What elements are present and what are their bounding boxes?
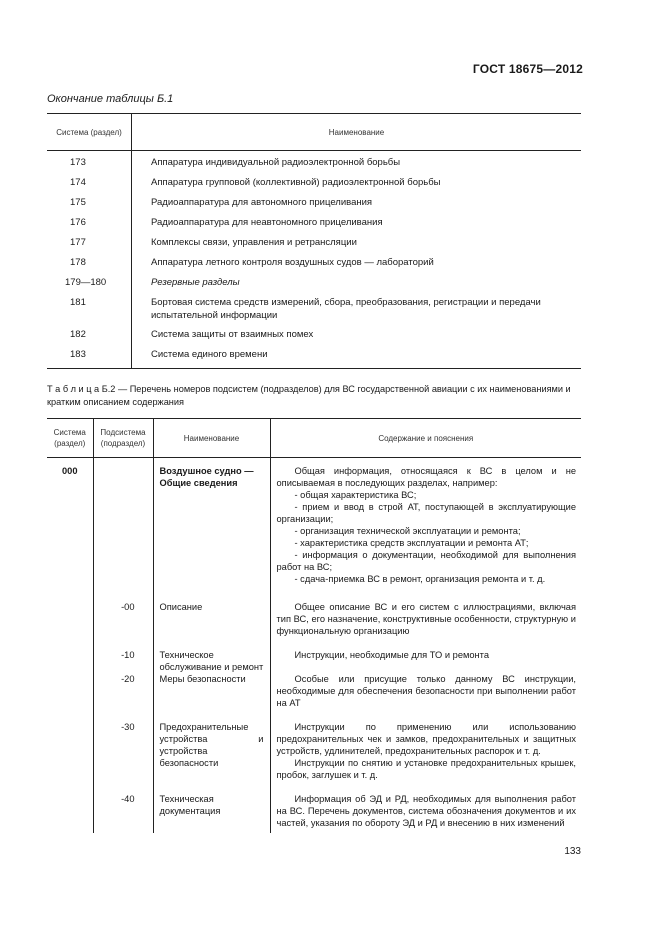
row-name: Радиоаппаратура для неавтономного прицеливания: [151, 217, 383, 228]
content-line: Инструкции по снятию и установке предохранительных крышек, пробок, заглушек и т. д.: [276, 758, 576, 780]
table-row: [47, 176, 581, 196]
row-code: 177: [47, 236, 132, 256]
row-name: Радиоаппаратура для автономного прицеливания: [151, 197, 373, 208]
table-row: [47, 236, 581, 256]
table-row: [47, 276, 581, 296]
row-code: 183: [47, 348, 132, 369]
row-content: [270, 673, 581, 721]
row-system: [47, 721, 93, 793]
row-subsystem: -00: [93, 601, 153, 649]
document-code: ГОСТ 18675—2012: [472, 62, 583, 76]
row-code: 176: [47, 216, 132, 236]
page-number: 133: [564, 846, 581, 857]
content-line: Инструкции по применению или использованию предохранительных чек и замков, предохранительных и защитных устройств, удлинителей, предохранительных распорок и т. д.: [276, 722, 576, 756]
content-line: - общая характеристика ВС;: [294, 490, 417, 500]
content-line: Общая информация, относящаяся к ВС в целом и не описываемая в последующих разделах, например:: [276, 466, 576, 488]
row-name: Бортовая система средств измерений, сбора, преобразования, регистрации и передачи испытательной информации: [151, 297, 541, 321]
row-system: 000: [47, 458, 93, 602]
row-name: Аппаратура летного контроля воздушных судов — лабораторий: [151, 257, 434, 268]
row-content: [270, 721, 581, 793]
content-line: Инструкции, необходимые для ТО и ремонта: [294, 650, 490, 660]
row-subsystem: -10: [93, 649, 153, 673]
table-row: [47, 348, 581, 369]
content-line: - прием и ввод в строй АТ, поступающей в эксплуатирующие организации;: [276, 502, 576, 524]
row-code: 179—180: [47, 276, 132, 296]
table-row: [47, 296, 581, 328]
row-name: Система единого времени: [132, 348, 582, 369]
row-content: [270, 649, 581, 673]
table-b2: [47, 418, 581, 833]
content-line: - информация о документации, необходимой для выполнения работ на ВС;: [276, 550, 576, 572]
table-row: [47, 721, 581, 793]
row-name: Комплексы связи, управления и ретрансляции: [151, 237, 357, 248]
col-name-header: Наименование: [132, 114, 582, 151]
row-code: 181: [47, 296, 132, 328]
row-subsystem: [93, 458, 153, 602]
row-name: Предохранительные устройства и устройства безопасности: [153, 721, 270, 793]
content-line: Общее описание ВС и его систем с иллюстрациями, включая тип ВС, его назначение, конструктивные особенности, структурную и функциональную организацию: [276, 602, 576, 636]
row-code: 175: [47, 196, 132, 216]
row-subsystem: -40: [93, 793, 153, 833]
row-code: 173: [47, 151, 132, 177]
table-row: [47, 601, 581, 649]
row-subsystem: -30: [93, 721, 153, 793]
content-line: Информация об ЭД и РД, необходимых для выполнения работ на ВС. Перечень документов, система обозначения документов и их частей, указания по обороту ЭД и РД и внесению в них изменений: [276, 794, 576, 828]
row-content: [270, 458, 581, 602]
col-subsystem-header: Подсистема (подраздел): [93, 419, 153, 458]
table-row: [47, 216, 581, 236]
row-system: [47, 793, 93, 833]
table-row: [47, 151, 581, 177]
row-name: Техническая документация: [153, 793, 270, 833]
row-code: 178: [47, 256, 132, 276]
content-line: - организация технической эксплуатации и ремонта;: [294, 526, 521, 536]
row-system: [47, 649, 93, 673]
row-name: Техническое обслуживание и ремонт: [153, 649, 270, 673]
table-row: [47, 196, 581, 216]
col-content-header: Содержание и пояснения: [270, 419, 581, 458]
row-name: Резервные разделы: [151, 277, 240, 288]
row-content: [270, 601, 581, 649]
row-subsystem: -20: [93, 673, 153, 721]
row-name: Воздушное судно — Общие сведения: [153, 458, 270, 602]
content-line: - сдача-приемка ВС в ремонт, организация ремонта и т. д.: [294, 574, 546, 584]
table2-caption: Т а б л и ц а Б.2 — Перечень номеров подсистем (подразделов) для ВС государственной авиации с их наименованиями и кратким описанием содержания: [47, 384, 571, 407]
row-name: Аппаратура индивидуальной радиоэлектронной борьбы: [151, 157, 401, 168]
content-line: Особые или присущие только данному ВС инструкции, необходимые для обеспечения безопасности при выполнении работ на АТ: [276, 674, 576, 708]
table-row: [47, 793, 581, 833]
row-system: [47, 601, 93, 649]
table-b1-end: [47, 113, 581, 369]
row-code: 174: [47, 176, 132, 196]
table-row: [47, 673, 581, 721]
row-name: Меры безопасности: [153, 673, 270, 721]
table-row: [47, 256, 581, 276]
table-row: [47, 649, 581, 673]
table-row: [47, 328, 581, 348]
row-system: [47, 673, 93, 721]
table1-caption: Окончание таблицы Б.1: [47, 93, 174, 105]
row-name: Аппаратура групповой (коллективной) радиоэлектронной борьбы: [151, 177, 441, 188]
col-system-header: Система (раздел): [47, 114, 132, 151]
content-line: - характеристика средств эксплуатации и ремонта АТ;: [294, 538, 529, 548]
row-code: 182: [47, 328, 132, 348]
col-system-header: Система (раздел): [47, 419, 93, 458]
table-row: [47, 458, 581, 602]
row-name: Система защиты от взаимных помех: [151, 329, 314, 340]
row-content: [270, 793, 581, 833]
col-name-header: Наименование: [153, 419, 270, 458]
row-name: Описание: [153, 601, 270, 649]
